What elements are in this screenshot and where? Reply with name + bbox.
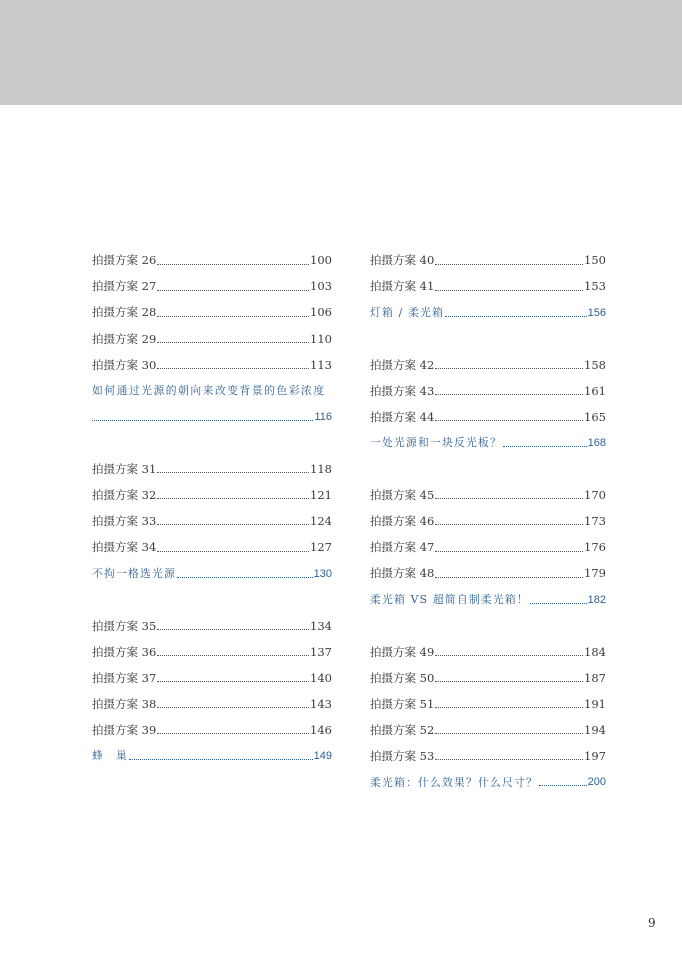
- toc-entry-page: 194: [584, 722, 606, 737]
- toc-entry-page: 179: [584, 566, 606, 581]
- toc-entry-page: 191: [584, 696, 606, 711]
- leader-dots: [435, 681, 583, 682]
- toc-entry-page: 176: [584, 540, 606, 555]
- spacer: [370, 457, 606, 483]
- leader-dots: [435, 264, 583, 265]
- toc-entry-label: 拍摄方案 42: [370, 357, 435, 372]
- toc-entry-label: 拍摄方案 40: [370, 253, 435, 268]
- toc-entry-page: 158: [584, 357, 606, 372]
- toc-entry[interactable]: [92, 300, 332, 326]
- toc-section-entry[interactable]: [92, 561, 332, 587]
- toc-entry[interactable]: [370, 405, 606, 431]
- toc-entry[interactable]: [92, 692, 332, 718]
- toc-entry-page: 165: [584, 409, 606, 424]
- toc-section-page: 182: [587, 593, 606, 606]
- toc-section-page: 200: [587, 776, 606, 789]
- leader-dots: [435, 524, 583, 525]
- leader-dots: [435, 733, 583, 734]
- toc-section-label: 一处光源和一块反光板？: [370, 436, 502, 450]
- toc-left-column: [92, 248, 332, 770]
- toc-entry-label: 拍摄方案 33: [92, 514, 157, 529]
- toc-section-page: 149: [313, 750, 332, 763]
- toc-section-entry[interactable]: [370, 300, 606, 326]
- toc-entry-label: 拍摄方案 32: [92, 488, 157, 503]
- toc-section-page: 168: [587, 437, 606, 450]
- leader-dots: [157, 368, 309, 369]
- toc-entry-page: 170: [584, 488, 606, 503]
- toc-entry-label: 拍摄方案 53: [370, 749, 435, 764]
- toc-entry-page: 153: [584, 279, 606, 294]
- header-band: [0, 0, 682, 105]
- toc-entry-page: 127: [310, 540, 332, 555]
- toc-entry-page: 197: [584, 749, 606, 764]
- leader-dots: [435, 420, 583, 421]
- toc-entry[interactable]: [370, 248, 606, 274]
- leader-dots: [92, 420, 313, 421]
- toc-entry[interactable]: [370, 483, 606, 509]
- toc-entry-label: 拍摄方案 39: [92, 722, 157, 737]
- leader-dots: [157, 629, 309, 630]
- toc-entry-label: 拍摄方案 30: [92, 357, 157, 372]
- spacer: [92, 431, 332, 457]
- toc-section-page: 130: [313, 567, 332, 580]
- toc-entry-page: 143: [310, 696, 332, 711]
- leader-dots: [157, 498, 309, 499]
- toc-entry-page: 103: [310, 279, 332, 294]
- toc-entry[interactable]: [370, 666, 606, 692]
- toc-entry-label: 拍摄方案 49: [370, 644, 435, 659]
- toc-section-label: 柔光箱：什么效果？什么尺寸？: [370, 775, 538, 789]
- leader-dots: [157, 733, 309, 734]
- toc-entry[interactable]: [92, 248, 332, 274]
- page-number: 9: [648, 916, 656, 930]
- leader-dots: [157, 290, 309, 291]
- leader-dots: [435, 655, 583, 656]
- toc-section-label: 蜂 巢: [92, 749, 128, 763]
- toc-entry[interactable]: [92, 509, 332, 535]
- spacer: [370, 613, 606, 639]
- toc-entry-label: 拍摄方案 48: [370, 566, 435, 581]
- toc-entry-page: 110: [310, 331, 332, 346]
- toc-entry[interactable]: [370, 561, 606, 587]
- leader-dots: [157, 551, 309, 552]
- leader-dots: [129, 759, 313, 760]
- toc-entry[interactable]: [92, 666, 332, 692]
- toc-section-entry[interactable]: [370, 770, 606, 796]
- toc-entry-page: 106: [310, 305, 332, 320]
- toc-entry-label: 拍摄方案 47: [370, 540, 435, 555]
- spacer: [370, 326, 606, 352]
- toc-entry-page: 137: [310, 644, 332, 659]
- toc-entry-page: 150: [584, 253, 606, 268]
- toc-entry[interactable]: [92, 457, 332, 483]
- toc-entry-label: 拍摄方案 29: [92, 331, 157, 346]
- toc-entry[interactable]: [370, 352, 606, 378]
- toc-entry-label: 拍摄方案 35: [92, 618, 157, 633]
- toc-entry-page: 140: [310, 670, 332, 685]
- toc-entry-page: 187: [584, 670, 606, 685]
- leader-dots: [157, 655, 309, 656]
- leader-dots: [157, 472, 309, 473]
- toc-entry-label: 拍摄方案 52: [370, 722, 435, 737]
- toc-entry[interactable]: [370, 274, 606, 300]
- toc-entry[interactable]: [370, 509, 606, 535]
- toc-entry-page: 100: [310, 253, 332, 268]
- toc-right-column: [370, 248, 606, 796]
- toc-entry-page: 118: [310, 462, 332, 477]
- toc-entry-label: 拍摄方案 37: [92, 670, 157, 685]
- toc-entry-label: 拍摄方案 36: [92, 644, 157, 659]
- toc-section-label: 不拘一格选光源: [92, 566, 176, 580]
- toc-entry-label: 拍摄方案 31: [92, 462, 157, 477]
- toc-section-entry[interactable]: [370, 587, 606, 613]
- leader-dots: [157, 681, 309, 682]
- leader-dots: [157, 316, 309, 317]
- toc-entry-page: 173: [584, 514, 606, 529]
- toc-entry-label: 拍摄方案 34: [92, 540, 157, 555]
- toc-section-entry[interactable]: [92, 405, 332, 431]
- toc-entry-page: 121: [310, 488, 332, 503]
- toc-entry-label: 拍摄方案 26: [92, 253, 157, 268]
- toc-entry[interactable]: [92, 639, 332, 665]
- leader-dots: [503, 446, 587, 447]
- leader-dots: [177, 577, 313, 578]
- toc-entry-page: 113: [310, 357, 332, 372]
- toc-entry-page: 146: [310, 722, 332, 737]
- toc-section-title[interactable]: [92, 378, 332, 404]
- toc-entry-page: 161: [584, 383, 606, 398]
- leader-dots: [157, 264, 309, 265]
- leader-dots: [435, 368, 583, 369]
- toc-entry[interactable]: [370, 718, 606, 744]
- toc-entry[interactable]: [370, 692, 606, 718]
- toc-entry[interactable]: [92, 483, 332, 509]
- toc-entry[interactable]: [370, 744, 606, 770]
- toc-section-label: 柔光箱 VS 超简自制柔光箱！: [370, 592, 529, 606]
- leader-dots: [435, 759, 583, 760]
- toc-entry[interactable]: [92, 326, 332, 352]
- leader-dots: [157, 707, 309, 708]
- toc-entry-label: 拍摄方案 41: [370, 279, 435, 294]
- toc-entry-label: 拍摄方案 43: [370, 383, 435, 398]
- leader-dots: [435, 551, 583, 552]
- toc-entry[interactable]: [92, 352, 332, 378]
- leader-dots: [530, 603, 587, 604]
- leader-dots: [435, 577, 583, 578]
- toc-entry[interactable]: [92, 718, 332, 744]
- toc-entry-page: 124: [310, 514, 332, 529]
- spacer: [92, 587, 332, 613]
- leader-dots: [435, 290, 583, 291]
- toc-entry-page: 134: [310, 618, 332, 633]
- leader-dots: [539, 785, 587, 786]
- toc-entry-label: 拍摄方案 50: [370, 670, 435, 685]
- toc-section-entry[interactable]: [92, 744, 332, 770]
- leader-dots: [435, 707, 583, 708]
- leader-dots: [157, 524, 309, 525]
- toc-entry-label: 拍摄方案 38: [92, 696, 157, 711]
- toc-entry[interactable]: [92, 613, 332, 639]
- toc-section-page: 156: [587, 306, 606, 319]
- toc-section-page: 116: [314, 411, 332, 424]
- toc-entry-label: 拍摄方案 27: [92, 279, 157, 294]
- toc-entry[interactable]: [370, 535, 606, 561]
- toc-section-label: 如何通过光源的朝向来改变背景的色彩浓度: [92, 384, 326, 398]
- toc-entry-label: 拍摄方案 44: [370, 409, 435, 424]
- toc-entry[interactable]: [370, 378, 606, 404]
- toc-entry-label: 拍摄方案 46: [370, 514, 435, 529]
- toc-entry-label: 拍摄方案 28: [92, 305, 157, 320]
- toc-entry-page: 184: [584, 644, 606, 659]
- toc-entry[interactable]: [92, 535, 332, 561]
- toc-section-entry[interactable]: [370, 431, 606, 457]
- leader-dots: [435, 498, 583, 499]
- leader-dots: [435, 394, 583, 395]
- toc-entry-label: 拍摄方案 45: [370, 488, 435, 503]
- leader-dots: [445, 316, 587, 317]
- toc-entry[interactable]: [92, 274, 332, 300]
- toc-entry-label: 拍摄方案 51: [370, 696, 435, 711]
- leader-dots: [157, 342, 309, 343]
- toc-section-label: 灯箱 / 柔光箱: [370, 305, 445, 319]
- toc-entry[interactable]: [370, 639, 606, 665]
